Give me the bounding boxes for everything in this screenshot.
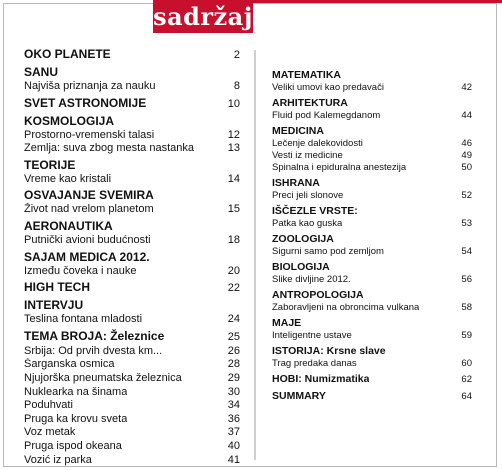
toc-section-heading[interactable] <box>24 328 240 345</box>
entry-page-number: 52 <box>461 190 472 201</box>
toc-entry[interactable] <box>24 426 240 440</box>
toc-section <box>24 249 240 279</box>
toc-section-heading[interactable] <box>24 297 240 313</box>
toc-entry[interactable] <box>272 218 472 230</box>
page-title: sadržaj <box>153 2 253 31</box>
entry-title: Spinalna i epiduralna anestezija <box>272 162 407 173</box>
entry-title: Trag predaka danas <box>272 358 357 369</box>
toc-section <box>24 297 240 327</box>
toc-section <box>24 187 240 217</box>
section-page-number: 22 <box>227 282 240 295</box>
toc-entry[interactable] <box>272 330 472 342</box>
toc-entry[interactable] <box>24 313 240 327</box>
toc-section <box>272 316 472 342</box>
entry-title: Poduhvati <box>24 399 73 412</box>
toc-section-heading[interactable] <box>272 68 472 82</box>
entry-page-number: 49 <box>461 150 472 161</box>
entry-page-number: 59 <box>461 330 472 341</box>
accent-line <box>252 0 502 3</box>
section-heading-text: SUMMARY <box>272 390 326 402</box>
toc-entry[interactable] <box>24 372 240 386</box>
toc-section <box>272 204 472 230</box>
toc-section <box>24 113 240 156</box>
entry-title: Preci jeli slonove <box>272 190 344 201</box>
entry-title: Sigurni samo pod zemljom <box>272 246 384 257</box>
toc-entry[interactable] <box>24 413 240 427</box>
entry-page-number: 56 <box>461 274 472 285</box>
section-heading-text: TEORIJE <box>24 157 76 172</box>
toc-section <box>24 46 240 63</box>
toc-section <box>272 124 472 174</box>
entry-page-number: 46 <box>461 138 472 149</box>
entry-title: Veliki umovi kao predavači <box>272 82 384 93</box>
toc-entry[interactable] <box>272 110 472 122</box>
toc-section-heading[interactable] <box>272 232 472 246</box>
section-heading-text: BIOLOGIJA <box>272 261 330 273</box>
entry-title: Voz metak <box>24 426 76 439</box>
toc-section-heading[interactable] <box>24 218 240 234</box>
entry-title: Putnički avioni budućnosti <box>24 233 151 246</box>
entry-page-number: 18 <box>227 233 240 246</box>
toc-entry[interactable] <box>24 173 240 187</box>
section-heading-text: SVET ASTRONOMIJE <box>24 95 147 110</box>
entry-page-number: 24 <box>227 313 240 326</box>
entry-page-number: 42 <box>461 82 472 93</box>
entry-title: Fluid pod Kalemegdanom <box>272 110 381 121</box>
section-heading-text: ISHRANA <box>272 177 320 189</box>
toc-section-heading[interactable] <box>24 157 240 173</box>
toc-section-heading[interactable] <box>24 95 240 112</box>
toc-section <box>24 218 240 248</box>
toc-entry[interactable] <box>24 265 240 279</box>
toc-section <box>272 389 472 404</box>
section-heading-text: KOSMOLOGIJA <box>24 113 115 128</box>
toc-section-heading[interactable] <box>24 187 240 203</box>
toc-section-heading[interactable] <box>272 372 472 387</box>
toc-right-column <box>272 68 472 404</box>
entry-title: Lečenje dalekovidosti <box>272 138 363 149</box>
entry-page-number: 8 <box>233 80 240 92</box>
entry-page-number: 40 <box>227 439 240 452</box>
section-heading-text: TEMA BROJA: Železnice <box>24 328 165 343</box>
entry-title: Vreme kao kristali <box>24 172 112 185</box>
entry-title: Patka kao guska <box>272 218 343 229</box>
toc-entry[interactable] <box>24 142 240 156</box>
section-page-number: 2 <box>233 49 240 61</box>
entry-page-number: 37 <box>227 426 240 439</box>
toc-section <box>272 372 472 387</box>
toc-section-heading[interactable] <box>24 46 240 63</box>
entry-page-number: 54 <box>461 246 472 257</box>
toc-section-heading[interactable] <box>272 96 472 110</box>
entry-page-number: 26 <box>227 344 240 357</box>
entry-title: Život nad vrelom planetom <box>24 203 154 216</box>
toc-entry[interactable] <box>24 80 240 94</box>
toc-section-heading[interactable] <box>272 260 472 274</box>
toc-section <box>24 157 240 187</box>
toc-entry[interactable] <box>272 246 472 258</box>
toc-entry[interactable] <box>272 82 472 94</box>
entry-page-number: 41 <box>227 453 240 466</box>
entry-title: Najviša priznanja za nauku <box>24 80 156 92</box>
toc-entry[interactable] <box>272 138 472 150</box>
section-page-number: 25 <box>227 330 240 343</box>
entry-title: Njujorška pneumatska železnica <box>24 371 182 384</box>
toc-section-heading[interactable] <box>272 204 472 218</box>
section-heading-text: OSVAJANJE SVEMIRA <box>24 188 154 203</box>
toc-section <box>24 64 240 94</box>
entry-page-number: 44 <box>461 110 472 121</box>
entry-title: Zaboravljeni na obroncima vulkana <box>272 302 420 313</box>
section-heading-text: SANU <box>24 65 59 79</box>
toc-entry[interactable] <box>24 345 240 359</box>
section-heading-text: ZOOLOGIJA <box>272 233 334 245</box>
toc-entry[interactable] <box>24 454 240 468</box>
entry-page-number: 14 <box>227 172 240 185</box>
toc-section-heading[interactable] <box>272 344 472 358</box>
section-heading-text: MATEMATIKA <box>272 69 342 81</box>
toc-section-heading[interactable] <box>272 389 472 404</box>
toc-section <box>272 96 472 122</box>
toc-section <box>272 232 472 258</box>
entry-title: Nuklearka na šinama <box>24 385 128 398</box>
section-heading-text: HOBI: Numizmatika <box>272 373 370 385</box>
toc-section-heading[interactable] <box>272 316 472 330</box>
toc-section <box>272 176 472 202</box>
toc-entry[interactable] <box>24 386 240 400</box>
entry-page-number: 15 <box>227 203 240 216</box>
toc-section <box>272 344 472 370</box>
toc-section <box>24 279 240 296</box>
entry-page-number: 12 <box>227 128 240 141</box>
toc-entry[interactable] <box>272 274 472 286</box>
toc-section <box>24 95 240 112</box>
toc-entry[interactable] <box>24 234 240 248</box>
section-page-number: 62 <box>461 374 472 385</box>
section-heading-text: ARHITEKTURA <box>272 97 348 109</box>
toc-entry[interactable] <box>272 302 472 314</box>
entry-page-number: 28 <box>227 358 240 371</box>
entry-title: Vesti iz medicine <box>272 150 343 161</box>
toc-section-heading[interactable] <box>24 64 240 80</box>
toc-section <box>24 328 240 467</box>
toc-section <box>272 288 472 314</box>
toc-section-heading[interactable] <box>24 113 240 129</box>
section-heading-text: IŠČEZLE VRSTE: <box>272 205 358 217</box>
toc-entry[interactable] <box>24 203 240 217</box>
section-heading-text: ISTORIJA: Krsne slave <box>272 345 386 357</box>
entry-page-number: 60 <box>461 358 472 369</box>
toc-entry[interactable] <box>272 358 472 370</box>
entry-title: Inteligentne ustave <box>272 330 352 341</box>
entry-page-number: 34 <box>227 399 240 412</box>
entry-page-number: 13 <box>227 142 240 155</box>
entry-title: Pruga ispod okeana <box>24 439 122 452</box>
entry-title: Teslina fontana mladosti <box>24 313 143 326</box>
toc-entry[interactable] <box>24 440 240 454</box>
entry-title: Vozić iz parka <box>24 453 92 466</box>
entry-title: Slike divljine 2012. <box>272 274 351 285</box>
toc-entry[interactable] <box>272 190 472 202</box>
entry-page-number: 30 <box>227 385 240 398</box>
toc-entry[interactable] <box>24 399 240 413</box>
entry-page-number: 53 <box>461 218 472 229</box>
entry-title: Između čoveka i nauke <box>24 264 137 277</box>
section-heading-text: AERONAUTIKA <box>24 218 113 233</box>
entry-title: Šarganska osmica <box>24 358 115 371</box>
section-heading-text: ANTROPOLOGIJA <box>272 289 364 301</box>
section-heading-text: MAJE <box>272 317 302 329</box>
section-page-number: 10 <box>227 97 240 110</box>
toc-section-heading[interactable] <box>272 288 472 302</box>
column-divider <box>254 50 256 460</box>
section-heading-text: OKO PLANETE <box>24 47 111 61</box>
entry-title: Pruga ka krovu sveta <box>24 412 128 425</box>
toc-section-heading[interactable] <box>24 279 240 296</box>
entry-title: Srbija: Od prvih dvesta km... <box>24 344 163 357</box>
toc-entry[interactable] <box>272 150 472 162</box>
section-heading-text: HIGH TECH <box>24 280 90 295</box>
toc-entry[interactable] <box>272 162 472 174</box>
toc-section-heading[interactable] <box>272 176 472 190</box>
entry-title: Zemlja: suva zbog mesta nastanka <box>24 142 194 155</box>
toc-section <box>272 260 472 286</box>
toc-entry[interactable] <box>24 129 240 143</box>
toc-entry[interactable] <box>24 358 240 372</box>
entry-title: Prostorno-vremenski talasi <box>24 128 155 141</box>
section-heading-text: INTERVJU <box>24 298 84 313</box>
section-page-number: 64 <box>461 391 472 402</box>
entry-page-number: 29 <box>227 371 240 384</box>
entry-page-number: 20 <box>227 264 240 277</box>
toc-section-heading[interactable] <box>272 124 472 138</box>
toc-section-heading[interactable] <box>24 249 240 265</box>
entry-page-number: 50 <box>461 162 472 173</box>
entry-page-number: 58 <box>461 302 472 313</box>
section-heading-text: SAJAM MEDICA 2012. <box>24 249 150 264</box>
toc-section <box>272 68 472 94</box>
toc-left-column <box>24 46 240 467</box>
entry-page-number: 36 <box>227 412 240 425</box>
section-heading-text: MEDICINA <box>272 125 324 137</box>
